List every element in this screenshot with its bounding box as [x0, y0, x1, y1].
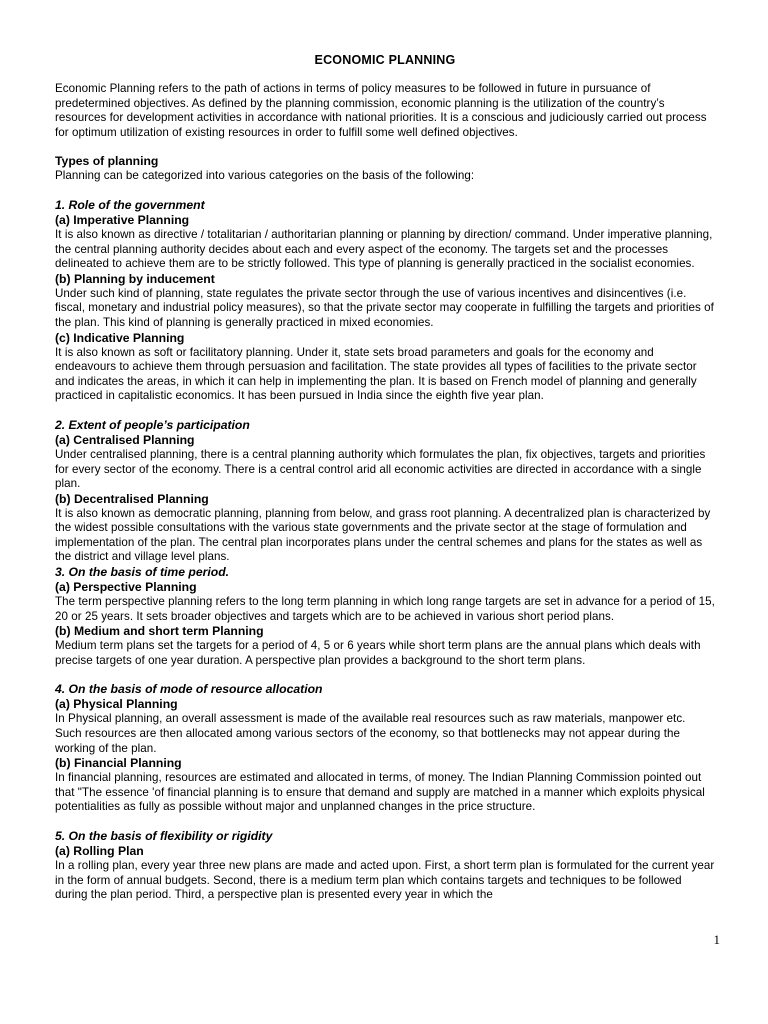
inducement-heading: (b) Planning by inducement — [55, 271, 215, 286]
types-heading: Types of planning — [55, 154, 159, 169]
rolling-text: In a rolling plan, every year three new plans are made and acted upon. First, a short term plan is formulated for the current year in the form of annual budgets. Second, there is a medium term plan which contains targets and techniques to be followed during the plan period. Third, a perspective plan is presented every year in which the — [55, 859, 715, 902]
financial-text: In financial planning, resources are estimated and allocated in terms, of money. The Indian Planning Commission pointed out that "The essence 'of financial planning is to ensure that demand and supply are matched in a manner which exploits physical potentialities as fully as possible without major and unplanned changes in the price structure. — [55, 771, 705, 814]
intro-paragraph: Economic Planning refers to the path of actions in terms of policy measures to be followed in future in pursuance of predetermined objectives. As defined by the planning commission, economic planning is the utilization of the country’s resources for development activities in accordance with national priorities. It is a conscious and judiciously carried out process for optimum utilization of existing resources in order to fulfill some well defined objectives. — [55, 82, 707, 139]
document-body — [55, 52, 715, 903]
physical-heading: (a) Physical Planning — [55, 697, 178, 712]
indicative-heading: (c) Indicative Planning — [55, 330, 185, 345]
inducement-text: Under such kind of planning, state regulates the private sector through the use of various incentives and disincentives (i.e. fiscal, monetary and industrial policy measures), so that the private sector may cooperate in fulfilling the targets and priorities of the plan. This kind of planning is generally practiced in mixed economies. — [55, 286, 714, 329]
page-number: 1 — [713, 932, 720, 947]
decentralised-heading: (b) Decentralised Planning — [55, 491, 209, 506]
page-title: ECONOMIC PLANNING — [314, 53, 456, 67]
medium-short-heading: (b) Medium and short term Planning — [55, 624, 264, 639]
decentralised-text: It is also known as democratic planning, planning from below, and grass root planning. A decentralized plan is characterized by the widest possible consultations with the various state governments and the private sector at the stage of formulation and implementation of the plan. The central plan incorporates plans under the central schemes and plans for the states as well as the district and village level plans. — [55, 506, 711, 564]
imperative-heading: (a) Imperative Planning — [55, 212, 190, 227]
financial-heading: (b) Financial Planning — [55, 756, 182, 771]
perspective-text: The term perspective planning refers to the long term planning in which long range targets are set in advance for a period of 15, 20 or 25 years. It sets broader objectives and targets which are to be achieved in various short period plans. — [55, 595, 715, 623]
perspective-heading: (a) Perspective Planning — [55, 580, 197, 595]
imperative-text: It is also known as directive / totalitarian / authoritarian planning or planning by direction/ command. Under imperative planning, the central planning authority decides about each and every aspect of the economy. The targets set and the processes delineated to achieve them are to be strictly followed. This type of planning is generally practiced in the socialist economies. — [55, 227, 713, 271]
section-3-heading: 3. On the basis of time period. — [55, 565, 230, 580]
rolling-heading: (a) Rolling Plan — [55, 844, 144, 858]
section-2-heading: 2. Extent of people’s participation — [55, 417, 250, 432]
section-1-heading: 1. Role of the government — [55, 197, 205, 212]
centralised-text: Under centralised planning, there is a central planning authority which formulates the plan, fix objectives, targets and priorities for every sector of the economy. There is a central control arid all economic activities are directed in accordance with a single plan. — [55, 447, 706, 491]
physical-text: In Physical planning, an overall assessment is made of the available real resources such as raw materials, manpower etc. Such resources are then allocated among various sectors of the economy, so that bottlenecks may not appear during the working of the plan. — [55, 712, 686, 755]
indicative-text: It is also known as soft or facilitatory planning. Under it, state sets broad parameters and goals for the economy and endeavours to achieve them through persuasion and facilitation. The state provides all types of facilities to the private sector and indicates the areas, in which it can help in implementing the plan. It is based on French model of planning and generally practiced in capitalistic economics. It has been pursued in India since the eighth five year plan. — [55, 345, 697, 403]
medium-short-text: Medium term plans set the targets for a period of 4, 5 or 6 years while short term plans are the annual plans which deals with precise targets of one year duration. A perspective plan provides a background to the short term plans. — [55, 639, 701, 667]
section-4-heading: 4. On the basis of mode of resource allocation — [55, 682, 323, 697]
centralised-heading: (a) Centralised Planning — [55, 432, 195, 447]
types-text: Planning can be categorized into various categories on the basis of the following: — [55, 169, 475, 183]
section-5-heading: 5. On the basis of flexibility or rigidity — [55, 829, 273, 843]
